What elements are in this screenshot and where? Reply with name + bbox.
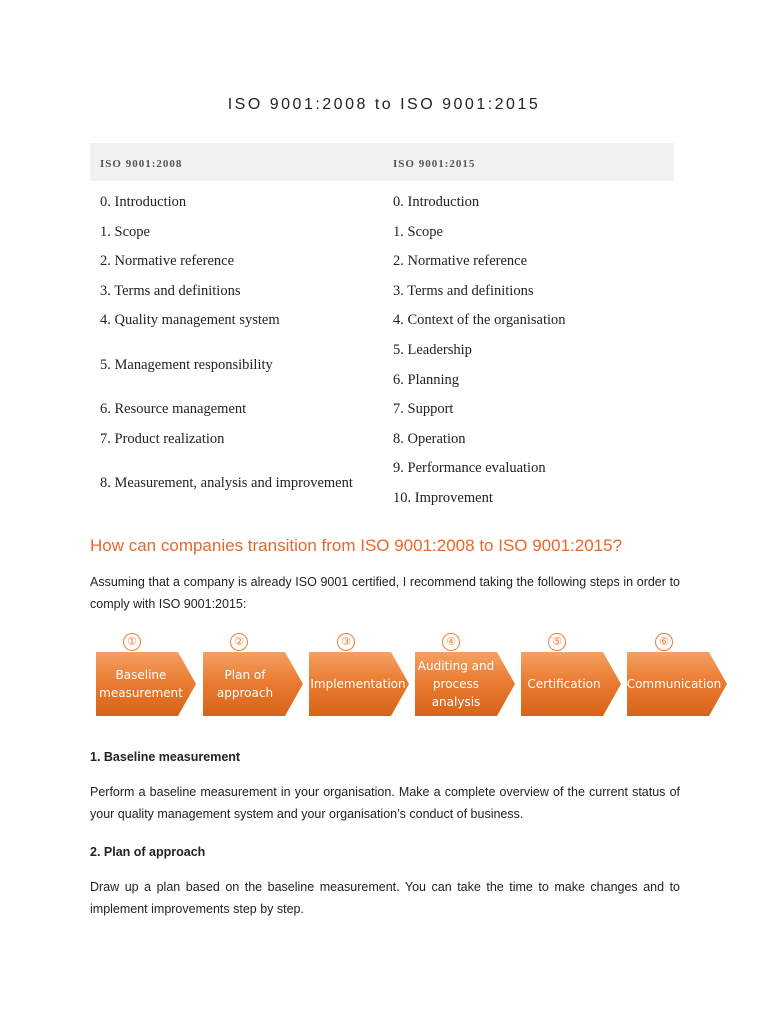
step-heading-baseline: 1. Baseline measurement [90,750,241,764]
table-cell: 6. Planning [393,372,460,388]
table-cell: 1. Scope [393,224,443,240]
table-cell: 5. Leadership [393,342,472,358]
table-cell: 0. Introduction [393,194,480,210]
table-cell: 4. Context of the organisation [393,312,566,328]
table-cell: 8. Operation [393,431,466,447]
step-heading-plan: 2. Plan of approach [90,845,206,859]
step-text-baseline: Perform a baseline measurement in your organisation. Make a complete overview of the current status of your quality management system and your organisation’s conduct of business. [90,785,680,821]
step-number: ③ [337,633,355,651]
step-label-implementation: Implementation [310,677,406,691]
step-number: ① [123,633,141,651]
table-header [90,143,674,181]
step-number: ② [230,633,248,651]
table-cell: 9. Performance evaluation [393,460,546,476]
table-cell: 2. Normative reference [100,253,235,269]
table-cell: 7. Support [393,401,454,417]
table-cell: 3. Terms and definitions [393,283,534,299]
table-cell: 7. Product realization [100,431,225,447]
page-title: ISO 9001:2008 to ISO 9001:2015 [227,96,541,113]
table-cell: 6. Resource management [100,401,247,417]
table-cell: 10. Improvement [393,490,493,506]
step-label-baseline: Baseline measurement [99,668,183,700]
table-cell: 4. Quality management system [100,312,280,328]
comparison-table [90,143,674,506]
step-label-plan: Plan of approach [216,668,274,700]
step-number: ④ [442,633,460,651]
step-text-plan: Draw up a plan based on the baseline measurement. You can take the time to make changes and to implement improvements step by step. [90,880,680,916]
table-cell: 8. Measurement, analysis and improvement [100,475,353,491]
step-label-auditing: Auditing and process analysis [417,659,495,709]
step-label-certification: Certification [527,677,601,691]
step-number: ⑥ [655,633,673,651]
header-iso-2008: ISO 9001:2008 [100,158,183,170]
process-diagram [0,630,768,730]
section-heading: How can companies transition from ISO 9001:2008 to ISO 9001:2015? [90,536,623,555]
table-cell: 3. Terms and definitions [100,283,241,299]
intro-paragraph: Assuming that a company is already ISO 9001 certified, I recommend taking the following steps in order to comply with ISO 9001:2015: [90,575,680,611]
step-label-communication: Communication [626,677,722,691]
header-iso-2015: ISO 9001:2015 [393,158,476,170]
table-cell: 5. Management responsibility [100,357,273,373]
table-cell: 0. Introduction [100,194,187,210]
step-number: ⑤ [548,633,566,651]
table-cell: 1. Scope [100,224,150,240]
table-cell: 2. Normative reference [393,253,528,269]
